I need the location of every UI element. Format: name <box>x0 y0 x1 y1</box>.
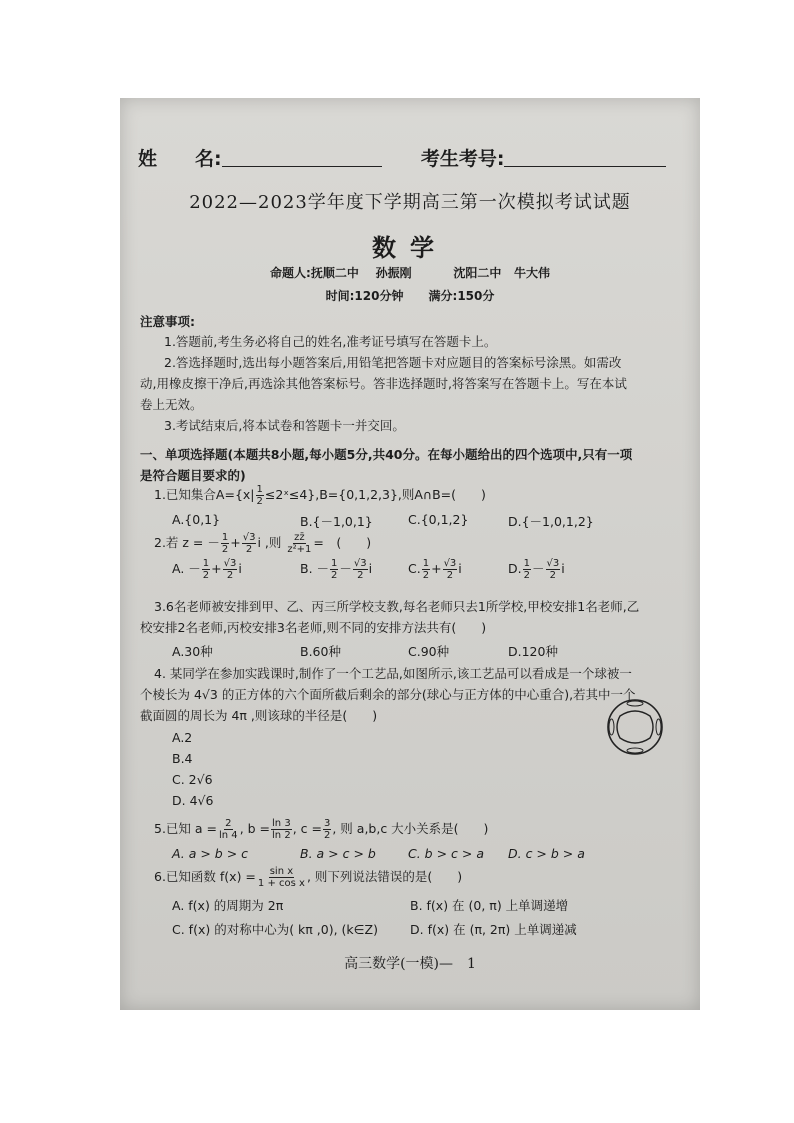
question-3-line-2: 校安排2名老师,丙校安排3名老师,则不同的安排方法共有( ) <box>140 620 487 635</box>
id-blank[interactable] <box>504 148 666 167</box>
authors-line <box>120 264 700 281</box>
name-blank[interactable] <box>222 148 382 167</box>
author-2: 牛大伟 <box>513 266 550 280</box>
question-2: 2.若 z = － $\frac{1}{2}$ + $\frac{√3}{2}$ i ,则 $\frac{zz̄}{\text{z²+1}}$ = ( ) <box>154 532 372 555</box>
author-school-1: 抚顺二中 <box>310 266 359 280</box>
section-1-line-1: 一、单项选择题(本题共8小题,每小题5分,共40分。在每小题给出的四个选项中,只有一项 <box>140 447 633 462</box>
q1-option-c[interactable]: C.{0,1,2} <box>408 512 469 527</box>
q3-option-a[interactable]: A.30种 <box>172 644 213 659</box>
header-row <box>138 144 666 171</box>
q6-option-b[interactable]: B. f(x) 在 (0, π) 上单调递增 <box>410 898 569 913</box>
q2-option-c[interactable]: C. $\frac{1}{2}$ + $\frac{√3}{2}$ i <box>408 558 462 581</box>
exam-duration: 时间:120分钟 <box>325 289 404 303</box>
q2-option-d[interactable]: D. $\frac{1}{2}$ － $\frac{√3}{2}$ i <box>508 558 565 581</box>
q2-option-a[interactable]: A. － $\frac{1}{2}$ + $\frac{√3}{2}$ i <box>172 558 242 581</box>
question-1: 1.已知集合A={x| $\frac{1}{2}$ ≤2ˣ≤4},B={0,1,2,3},则A∩B=( ) <box>154 484 486 507</box>
note-2b: 动,用橡皮擦干净后,再选涂其他答案标号。答非选择题时,将答案写在答题卡上。写在本试 <box>140 376 627 391</box>
q5-option-a[interactable]: A. a > b > c <box>172 846 249 861</box>
q5-option-d[interactable]: D. c > b > a <box>508 846 585 861</box>
note-3: 3.考试结束后,将本试卷和答题卡一并交回。 <box>164 418 405 433</box>
q4-option-b[interactable]: B.4 <box>172 751 193 766</box>
page-footer: 高三数学(一模)— 1 <box>344 956 476 972</box>
note-1: 1.答题前,考生务必将自己的姓名,准考证号填写在答题卡上。 <box>164 334 497 349</box>
q5-option-b[interactable]: B. a > c > b <box>300 846 376 861</box>
q4-option-c[interactable]: C. 2√6 <box>172 772 213 787</box>
question-4-line-3: 截面圆的周长为 4π ,则该球的半径是( ) <box>140 708 378 723</box>
author-1: 孙振刚 <box>375 266 412 280</box>
q5-option-c[interactable]: C. b > c > a <box>408 846 484 861</box>
id-label: 考生考号: <box>420 148 505 170</box>
q3-option-d[interactable]: D.120种 <box>508 644 558 659</box>
exam-score: 满分:150分 <box>428 289 495 303</box>
q6-option-a[interactable]: A. f(x) 的周期为 2π <box>172 898 284 913</box>
q1-option-b[interactable]: B.{－1,0,1} <box>300 514 373 529</box>
exam-sheet <box>120 98 700 1010</box>
section-1-line-2: 是符合题目要求的) <box>140 468 246 483</box>
q1-option-a[interactable]: A.{0,1} <box>172 512 221 527</box>
q2-fraction: $\frac{zz̄}{\text{z²+1}}$ <box>287 532 312 555</box>
note-2c: 卷上无效。 <box>140 397 203 412</box>
q1-fraction: $\frac{1}{2}$ <box>256 484 263 507</box>
question-3-line-1: 3.6名老师被安排到甲、乙、丙三所学校支教,每名老师只去1所学校,甲校安排1名老师,乙 <box>154 599 640 614</box>
question-5: 5.已知 a = $\frac{2}{\ln 4}$ , b = $\frac{\ln 3}{\ln 2}$ , c = $\frac{3}{2}$ , 则 a,b,c 大小关系是( ) <box>154 818 489 841</box>
exam-title: 2022—2023学年度下学期高三第一次模拟考试试题 <box>189 192 631 213</box>
q3-option-c[interactable]: C.90种 <box>408 644 450 659</box>
authors-label: 命题人: <box>270 266 311 280</box>
q3-option-b[interactable]: B.60种 <box>300 644 341 659</box>
name-label: 姓 名: <box>138 148 222 170</box>
time-line <box>120 287 700 304</box>
note-2a: 2.答选择题时,选出每小题答案后,用铅笔把答题卡对应题目的答案标号涂黑。如需改 <box>164 355 622 370</box>
notes-heading: 注意事项: <box>140 314 195 329</box>
sphere-cube-figure <box>606 698 664 756</box>
q4-option-d[interactable]: D. 4√6 <box>172 793 214 808</box>
q6-option-d[interactable]: D. f(x) 在 (π, 2π) 上单调递减 <box>410 922 577 937</box>
q4-option-a[interactable]: A.2 <box>172 730 193 745</box>
question-4-line-2: 个棱长为 4√3 的正方体的六个面所截后剩余的部分(球心与正方体的中心重合),若其中一个 <box>140 687 636 702</box>
q1-option-d[interactable]: D.{－1,0,1,2} <box>508 514 594 529</box>
author-school-2: 沈阳二中 <box>453 266 502 280</box>
subject-title: 数学 <box>372 234 448 262</box>
q6-option-c[interactable]: C. f(x) 的对称中心为( kπ ,0), (k∈Z) <box>172 922 378 937</box>
question-4-line-1: 4. 某同学在参加实践课时,制作了一个工艺品,如图所示,该工艺品可以看成是一个球被一 <box>154 666 632 681</box>
question-6: 6.已知函数 f(x) = $\frac{\text{sin x}}{\text{1 + cos x}}$ , 则下列说法错误的是( ) <box>154 866 463 889</box>
q2-option-b[interactable]: B. － $\frac{1}{2}$ － $\frac{√3}{2}$ i <box>300 558 373 581</box>
